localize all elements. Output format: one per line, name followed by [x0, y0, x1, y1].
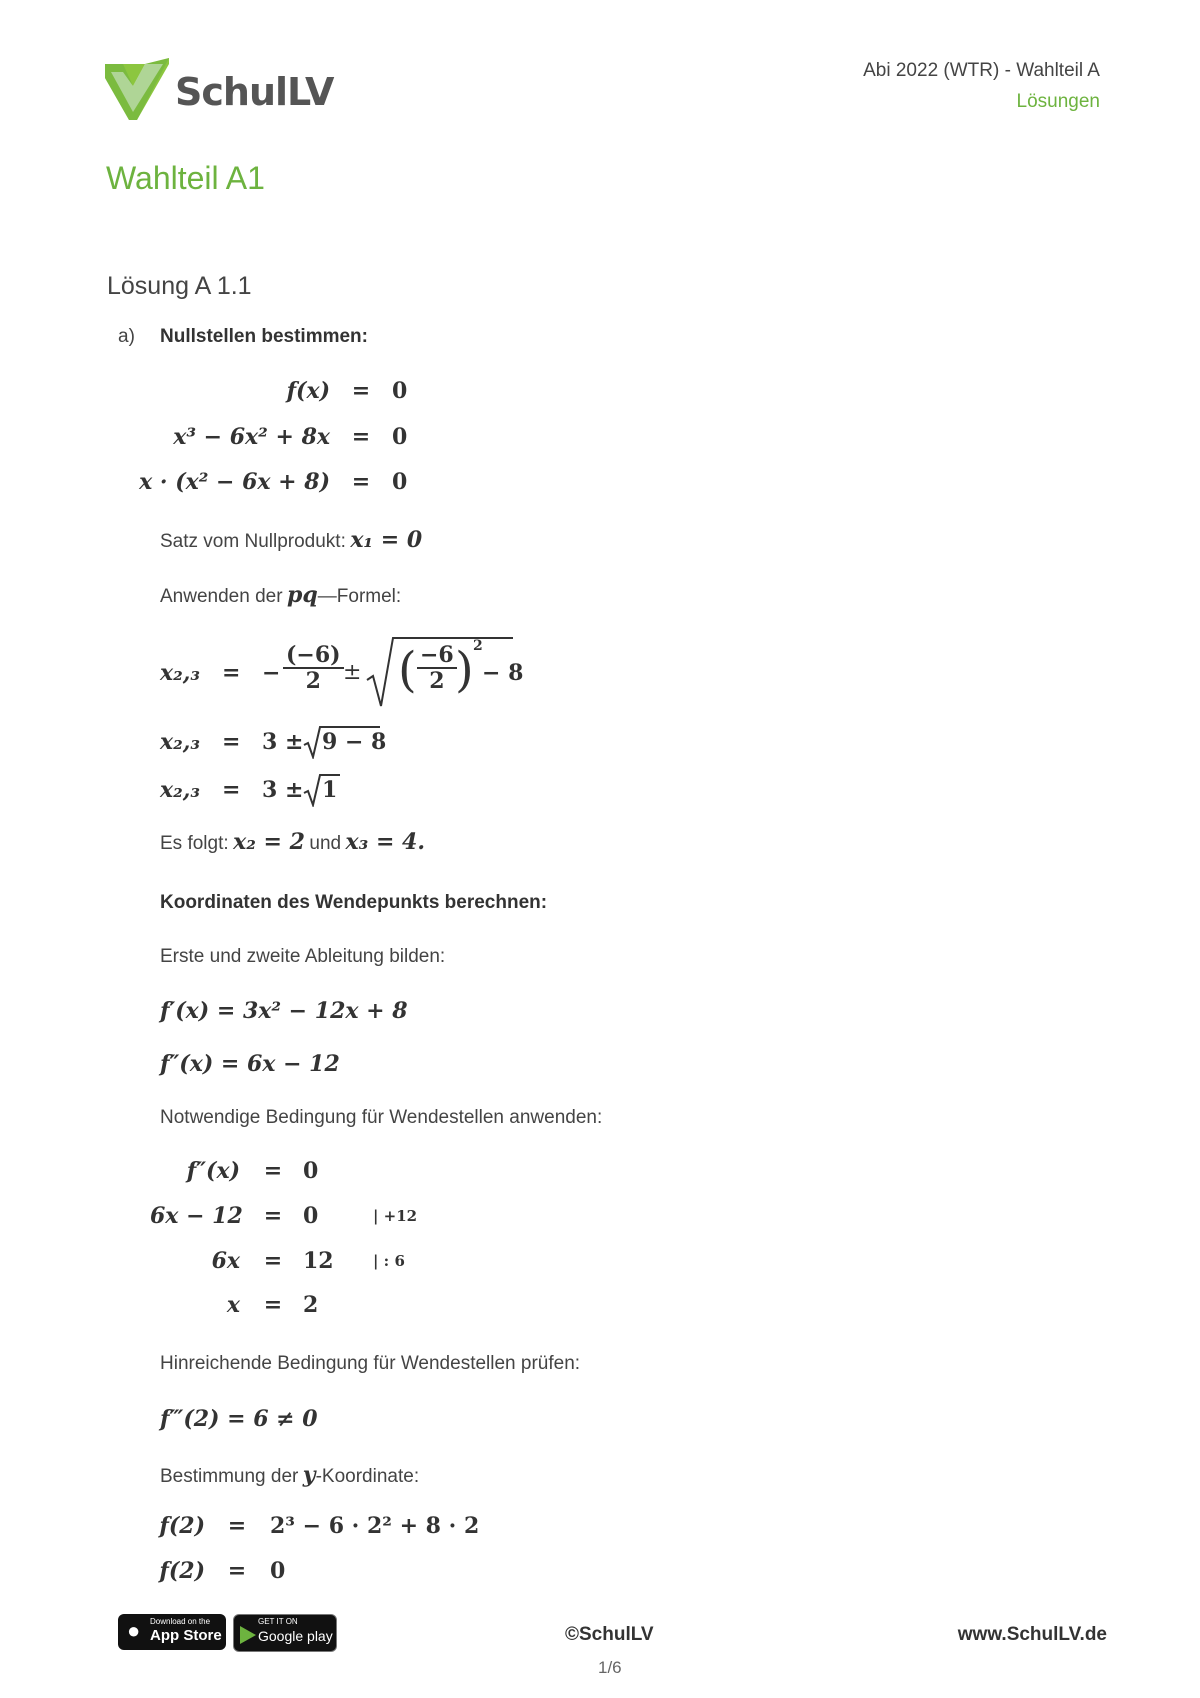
ableitung-text: Erste und zweite Ableitung bilden:: [160, 946, 446, 967]
folgt-line: Es folgt: x₂ = 2 und x₃ = 4.: [160, 829, 426, 855]
pq-formula-2: x₂,₃ = 3 ± 9 − 8: [160, 727, 560, 761]
pq-formula-1: x₂,₃ = − $\frac{(-6)}{2}$ ± ( $\frac{-6}{2}$ ) 2 − 8: [160, 640, 560, 710]
satz-line: Satz vom Nullprodukt: x₁ = 0: [160, 527, 423, 553]
part-a-heading: Nullstellen bestimmen:: [160, 326, 368, 347]
page-number: 1/6: [598, 1658, 622, 1677]
play-icon: [240, 1626, 256, 1644]
first-derivative: f′(x) = 3x² − 12x + 8: [160, 998, 408, 1024]
website-link[interactable]: www.SchulLV.de: [957, 1624, 1107, 1645]
y-koordinate-text: Bestimmung der y-Koordinate:: [160, 1462, 420, 1488]
pq-formula-3: x₂,₃ = 3 ± 1: [160, 775, 560, 809]
doc-title: Abi 2022 (WTR) - Wahlteil A: [863, 60, 1100, 81]
copyright: ©SchulLV: [565, 1624, 654, 1645]
apple-icon: ●: [127, 1618, 141, 1643]
logo-text: SchulLV: [175, 70, 334, 114]
second-derivative: f″(x) = 6x − 12: [160, 1051, 340, 1077]
wendepunkt-heading: Koordinaten des Wendepunkts berechnen:: [160, 892, 548, 913]
doc-subtitle: Lösungen: [1016, 91, 1100, 112]
notwendig-text: Notwendige Bedingung für Wendestellen anwenden:: [160, 1107, 603, 1128]
google-play-button[interactable]: GET IT ON Google play: [233, 1614, 337, 1652]
third-derivative-check: f‴(2) = 6 ≠ 0: [160, 1406, 318, 1432]
page-title: Wahlteil A1: [106, 160, 265, 196]
hinreichend-text: Hinreichende Bedingung für Wendestellen prüfen:: [160, 1353, 581, 1374]
pq-intro: Anwenden der pq—Formel:: [160, 582, 402, 608]
section-title: Lösung A 1.1: [107, 272, 252, 300]
schullv-logo: [105, 58, 334, 120]
part-a-marker: a): [118, 326, 135, 347]
checkmark-logo-icon: [105, 58, 169, 120]
app-store-button[interactable]: ● Download on the App Store: [118, 1614, 226, 1650]
